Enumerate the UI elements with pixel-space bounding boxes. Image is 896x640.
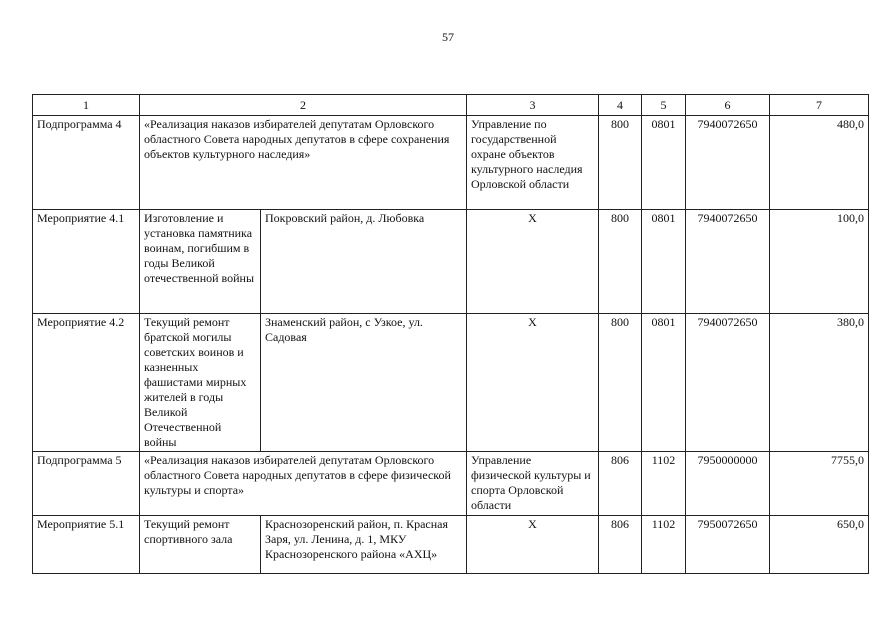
column-header: 2: [140, 95, 467, 116]
row-amount: 650,0: [770, 516, 869, 574]
budget-table: [32, 94, 869, 574]
row-rzpr: 1102: [642, 516, 686, 574]
row-code: Мероприятие 5.1: [33, 516, 140, 574]
row-code: Подпрограмма 4: [33, 116, 140, 210]
column-header: 6: [686, 95, 770, 116]
row-csr: 7950072650: [686, 516, 770, 574]
column-header: 4: [599, 95, 642, 116]
row-grbs: 800: [599, 116, 642, 210]
row-grbs: 806: [599, 452, 642, 516]
table-row: [33, 314, 869, 452]
row-executor: Х: [467, 210, 599, 314]
row-csr: 7940072650: [686, 314, 770, 452]
row-amount: 380,0: [770, 314, 869, 452]
row-rzpr: 0801: [642, 116, 686, 210]
column-header: 5: [642, 95, 686, 116]
row-rzpr: 0801: [642, 210, 686, 314]
row-location: Краснозоренский район, п. Красная Заря, ул. Ленина, д. 1, МКУ Краснозоренского района «АХЦ»: [261, 516, 467, 574]
row-name: Текущий ремонт братской могилы советских воинов и казненных фашистами мирных жителей в годы Великой Отечественной войны: [140, 314, 261, 452]
column-header: 7: [770, 95, 869, 116]
row-csr: 7950000000: [686, 452, 770, 516]
row-code: Подпрограмма 5: [33, 452, 140, 516]
row-grbs: 800: [599, 314, 642, 452]
row-executor: Управление физической культуры и спорта Орловской области: [467, 452, 599, 516]
row-location: Покровский район, д. Любовка: [261, 210, 467, 314]
row-amount: 480,0: [770, 116, 869, 210]
row-code: Мероприятие 4.2: [33, 314, 140, 452]
row-name: «Реализация наказов избирателей депутатам Орловского областного Совета народных депутатов в сфере сохранения объектов культурного наследия»: [140, 116, 467, 210]
column-header: 1: [33, 95, 140, 116]
row-rzpr: 1102: [642, 452, 686, 516]
table-header-row: [33, 95, 869, 116]
row-grbs: 806: [599, 516, 642, 574]
row-csr: 7940072650: [686, 116, 770, 210]
row-name: Текущий ремонт спортивного зала: [140, 516, 261, 574]
row-rzpr: 0801: [642, 314, 686, 452]
row-location: Знаменский район, с Узкое, ул. Садовая: [261, 314, 467, 452]
row-amount: 7755,0: [770, 452, 869, 516]
row-executor: Управление по государственной охране объектов культурного наследия Орловской области: [467, 116, 599, 210]
row-executor: Х: [467, 516, 599, 574]
row-csr: 7940072650: [686, 210, 770, 314]
row-grbs: 800: [599, 210, 642, 314]
table-row: [33, 116, 869, 210]
row-amount: 100,0: [770, 210, 869, 314]
table-row: [33, 516, 869, 574]
row-name: Изготовление и установка памятника воинам, погибшим в годы Великой отечественной войны: [140, 210, 261, 314]
table-row: [33, 452, 869, 516]
column-header: 3: [467, 95, 599, 116]
row-name: «Реализация наказов избирателей депутатам Орловского областного Совета народных депутатов в сфере физической культуры и спорта»: [140, 452, 467, 516]
table-row: [33, 210, 869, 314]
page-number: 57: [442, 30, 454, 44]
row-code: Мероприятие 4.1: [33, 210, 140, 314]
row-executor: Х: [467, 314, 599, 452]
